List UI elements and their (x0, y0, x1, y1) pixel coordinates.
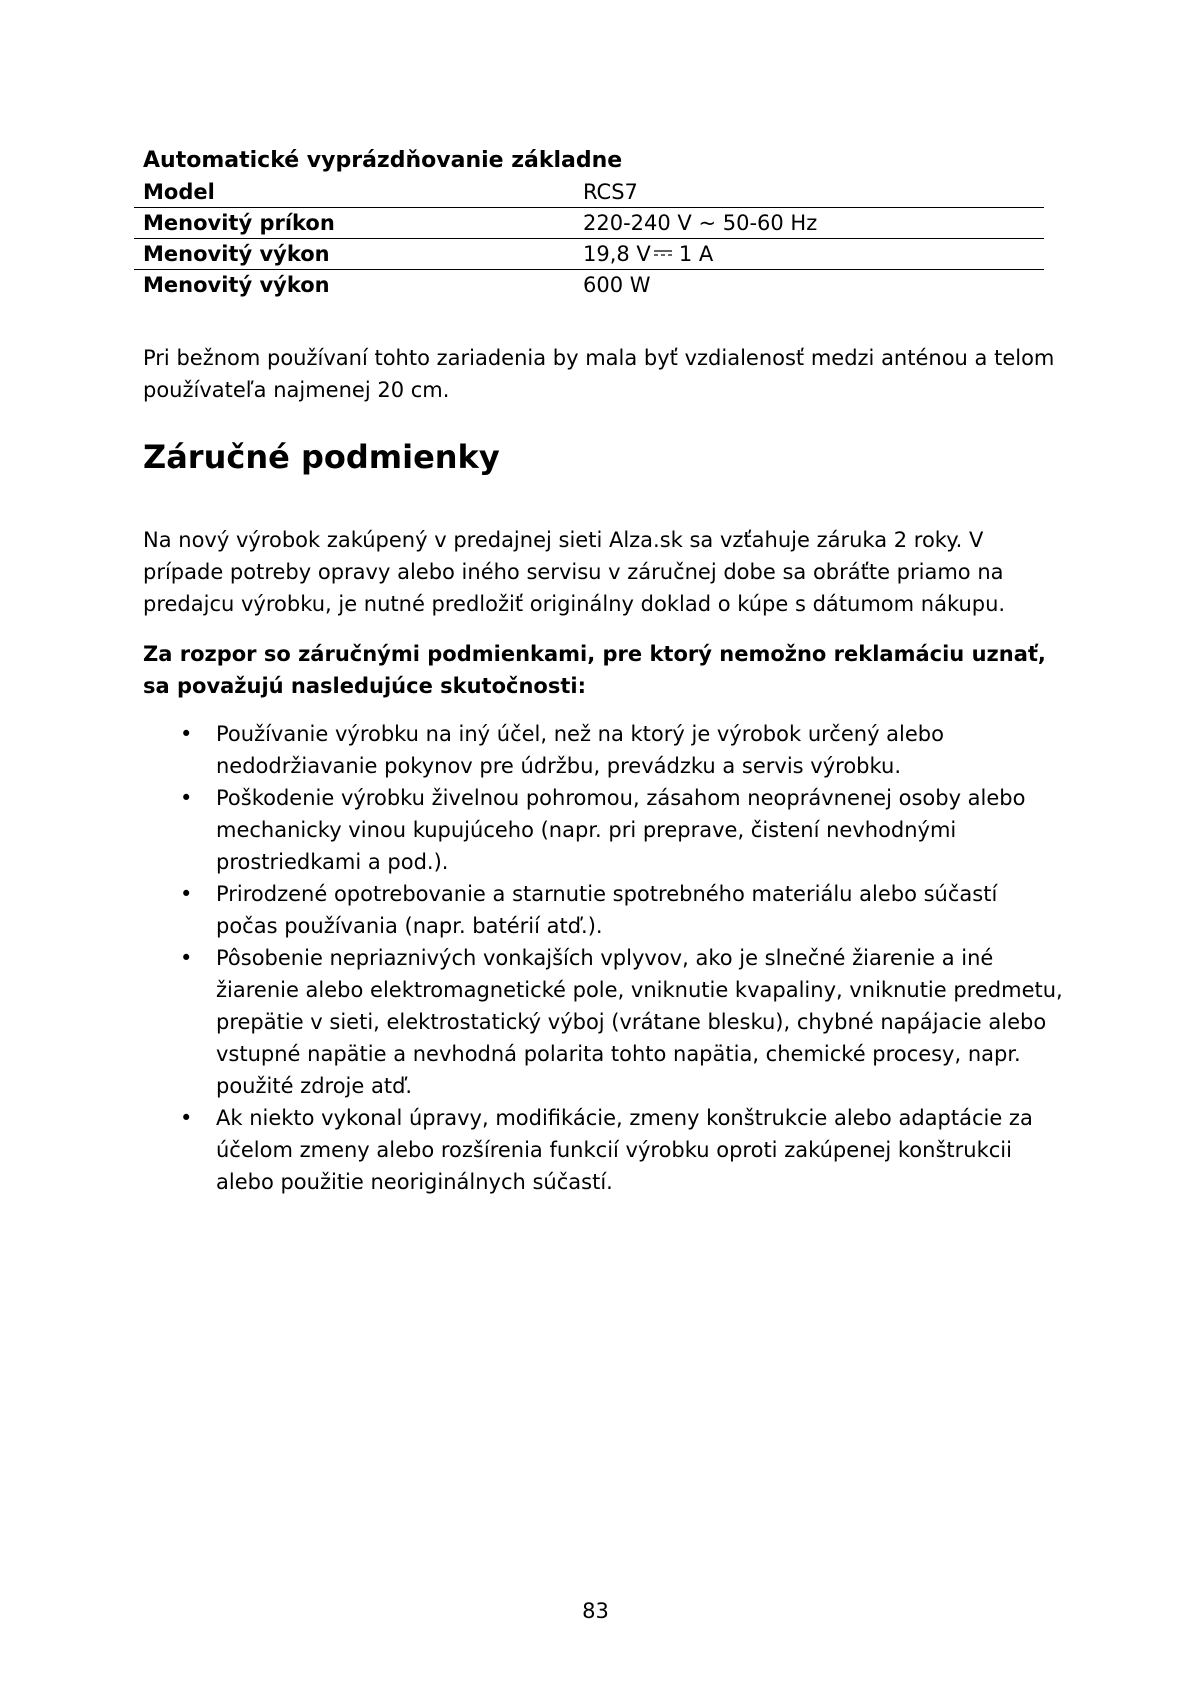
warranty-conflicts-title: Za rozpor so záručnými podmienkami, pre ktorý nemožno reklamáciu uznať, sa považujú nasledujúce skutočnosti: (143, 642, 1046, 698)
dc-current-icon (653, 249, 673, 257)
list-item-text: Poškodenie výrobku živelnou pohromou, zásahom neoprávnenej osoby alebo mechanicky vinou kupujúceho (napr. pri preprave, čistení nevhodnými prostriedkami a pod.). (216, 786, 1026, 874)
list-item (143, 782, 1063, 878)
antenna-note: Pri bežnom používaní tohto zariadenia by mala byť vzdialenosť medzi anténou a telom používateľa najmenej 20 cm. (143, 346, 1055, 402)
spec-row-output-power (134, 270, 1044, 301)
page-number: 83 (582, 1599, 609, 1623)
bullet-icon: • (180, 882, 193, 906)
bullet-icon: • (180, 722, 193, 746)
spec-row-model (134, 177, 1044, 208)
list-item-text: Používanie výrobku na iný účel, než na ktorý je výrobok určený alebo nedodržiavanie pokynov pre údržbu, prevádzku a servis výrobku. (216, 722, 944, 778)
bullet-icon: • (180, 946, 193, 970)
spec-value: 220-240 V ~ 50-60 Hz (574, 208, 1044, 239)
dc-voltage: 19,8 V (583, 242, 651, 266)
bullet-icon: • (180, 1106, 193, 1130)
bullet-icon: • (180, 786, 193, 810)
list-item-text: Prirodzené opotrebovanie a starnutie spotrebného materiálu alebo súčastí počas používania (napr. batérií atď.). (216, 882, 998, 938)
warranty-conflicts-list (143, 718, 1063, 1198)
list-item (143, 942, 1063, 1102)
spec-label: Menovitý výkon (134, 239, 574, 270)
spec-value: RCS7 (574, 177, 1044, 208)
spec-table (134, 177, 1044, 300)
list-item-text: Pôsobenie nepriaznivých vonkajších vplyvov, ako je slnečné žiarenie a iné žiarenie alebo elektromagnetické pole, vniknutie kvapaliny, vniknutie predmetu, prepätie v sieti, elektrostatický výboj (vrátane blesku), chybné napájacie alebo vstupné napätie a nevhodná polarita tohto napätia, chemické procesy, napr. použité zdroje atď. (216, 946, 1063, 1098)
list-item-text: Ak niekto vykonal úpravy, modifikácie, zmeny konštrukcie alebo adaptácie za účelom zmeny alebo rozšírenia funkcií výrobku oproti zakúpenej konštrukcii alebo použitie neoriginálnych súčastí. (216, 1106, 1033, 1194)
spec-section-title: Automatické vyprázdňovanie základne (143, 148, 623, 173)
warranty-intro: Na nový výrobok zakúpený v predajnej sieti Alza.sk sa vzťahuje záruka 2 roky. V prípade potreby opravy alebo iného servisu v záručnej dobe sa obráťte priamo na predajcu výrobku, je nutné predložiť originálny doklad o kúpe s dátumom nákupu. (143, 528, 1006, 616)
spec-label: Menovitý príkon (134, 208, 574, 239)
list-item (143, 718, 1063, 782)
list-item (143, 878, 1063, 942)
spec-value: 600 W (583, 273, 651, 297)
list-item (143, 1102, 1063, 1198)
spec-label: Menovitý výkon (143, 273, 330, 297)
warranty-heading: Záručné podmienky (143, 438, 500, 476)
spec-row-input-power (134, 208, 1044, 239)
dc-current: 1 A (678, 242, 714, 266)
spec-value-dc (574, 239, 1044, 270)
spec-label: Model (134, 177, 574, 208)
spec-row-output-dc (134, 239, 1044, 270)
